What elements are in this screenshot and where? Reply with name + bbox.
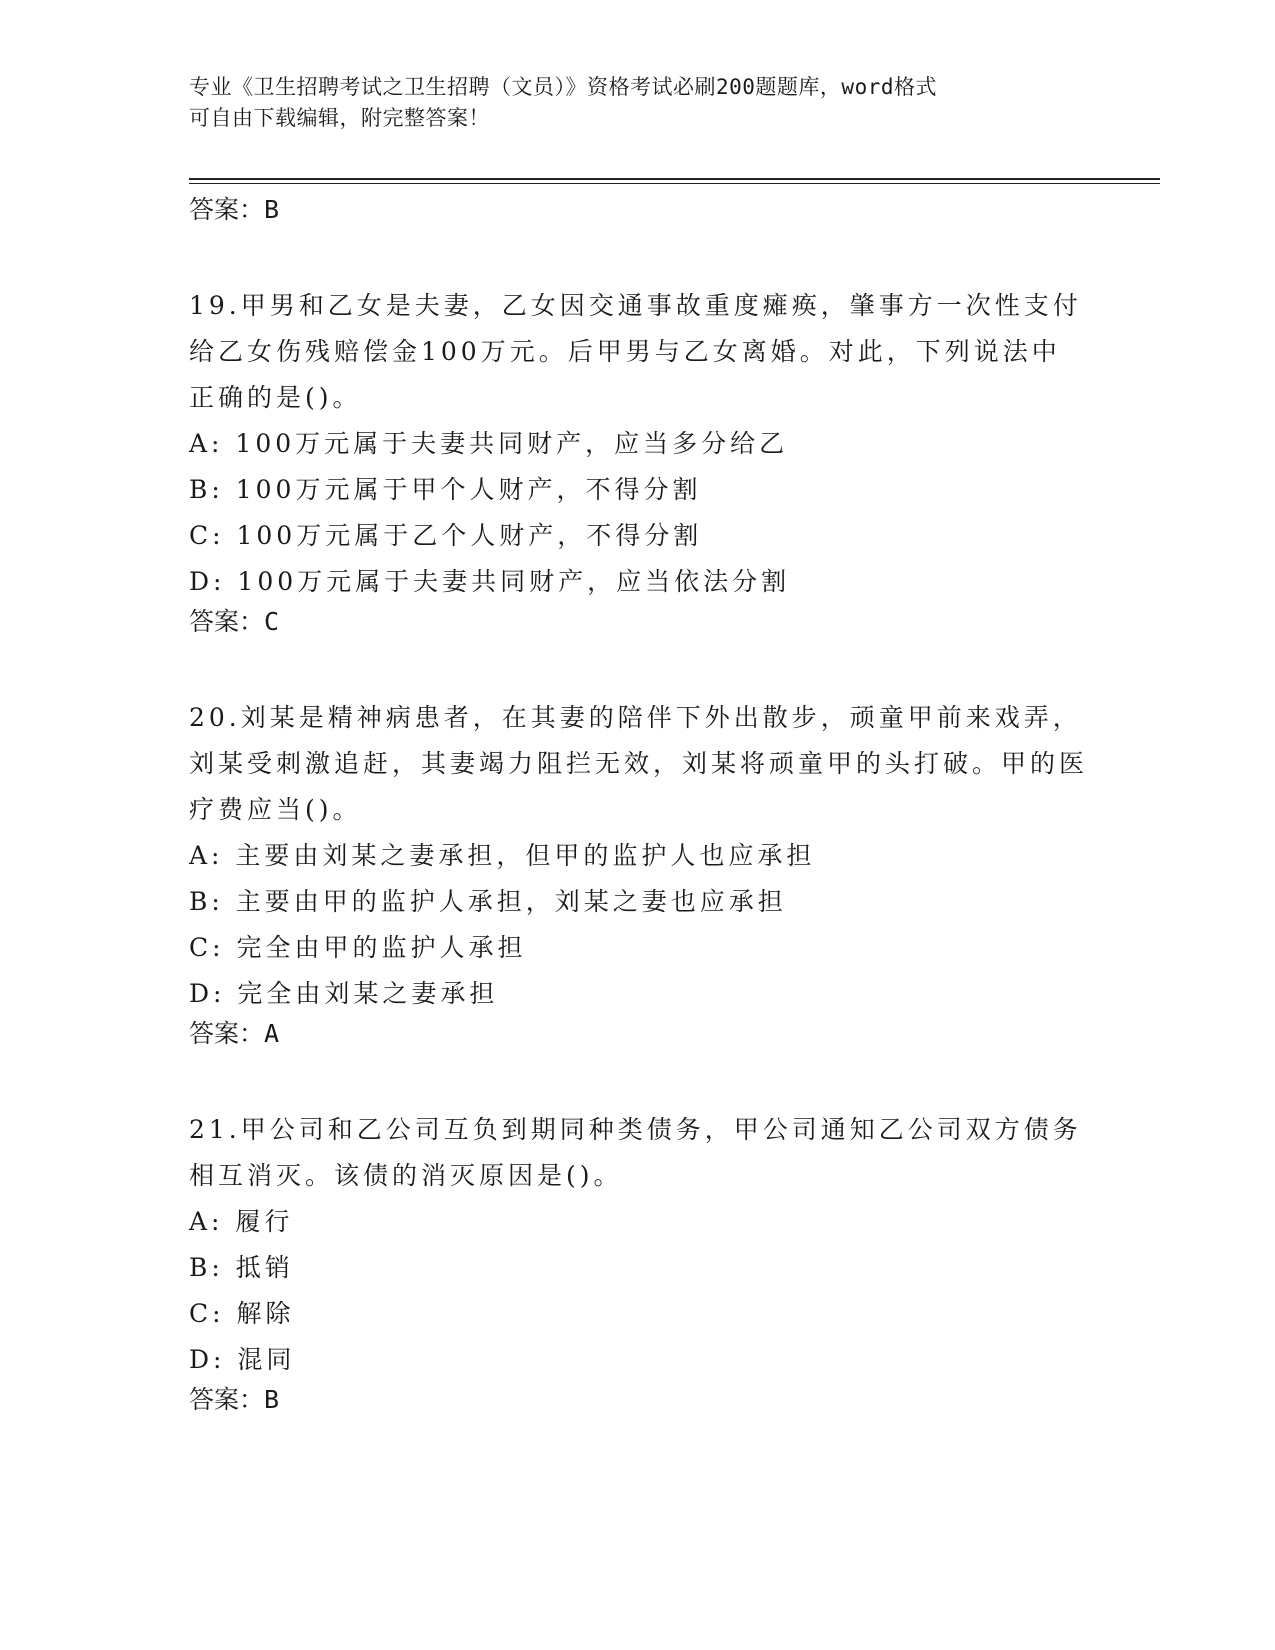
question-stem: 19.甲男和乙女是夫妻，乙女因交通事故重度瘫痪，肇事方一次性支付给乙女伤残赔偿金100万元。后甲男与乙女离婚。对此，下列说法中正确的是()。 bbox=[189, 291, 1082, 412]
question-list bbox=[189, 193, 1089, 1417]
option-a: A: 100万元属于夫妻共同财产，应当多分给乙 bbox=[189, 429, 789, 458]
answer-value: B bbox=[264, 1385, 280, 1414]
question-21 bbox=[189, 1107, 1089, 1417]
option-c: C: 100万元属于乙个人财产，不得分割 bbox=[189, 521, 703, 550]
option-d: D: 混同 bbox=[189, 1345, 296, 1374]
question-20 bbox=[189, 695, 1089, 1051]
answer-value: A bbox=[264, 1019, 280, 1048]
answer-value: C bbox=[264, 607, 280, 636]
header-rule-thin bbox=[189, 183, 1160, 184]
option-b: B: 主要由甲的监护人承担，刘某之妻也应承担 bbox=[189, 887, 787, 916]
option-c: C: 完全由甲的监护人承担 bbox=[189, 933, 527, 962]
option-a: A: 主要由刘某之妻承担，但甲的监护人也应承担 bbox=[189, 841, 816, 870]
header-title-line-2: 可自由下载编辑，附完整答案！ bbox=[189, 106, 490, 130]
question-19 bbox=[189, 283, 1089, 639]
question-stem: 20.刘某是精神病患者，在其妻的陪伴下外出散步，顽童甲前来戏弄，刘某受刺激追赶，其妻竭力阻拦无效，刘某将顽童甲的头打破。甲的医疗费应当()。 bbox=[189, 703, 1089, 824]
answer-label: 答案： bbox=[189, 1385, 265, 1414]
question-answer bbox=[189, 1383, 1089, 1417]
page-header bbox=[189, 72, 1089, 134]
answer-value: B bbox=[264, 195, 280, 224]
question-stem: 21.甲公司和乙公司互负到期同种类债务，甲公司通知乙公司双方债务相互消灭。该债的消灭原因是()。 bbox=[189, 1115, 1082, 1190]
question-answer bbox=[189, 605, 1089, 639]
answer-label: 答案： bbox=[189, 195, 265, 224]
header-title-line-1: 专业《卫生招聘考试之卫生招聘（文员）》资格考试必刷200题题库，word格式 bbox=[189, 75, 937, 99]
header-rule-thick bbox=[189, 178, 1160, 180]
option-b: B: 抵销 bbox=[189, 1253, 294, 1282]
question-answer bbox=[189, 1017, 1089, 1051]
answer-label: 答案： bbox=[189, 1019, 265, 1048]
option-d: D: 完全由刘某之妻承担 bbox=[189, 979, 499, 1008]
option-b: B: 100万元属于甲个人财产，不得分割 bbox=[189, 475, 702, 504]
option-d: D: 100万元属于夫妻共同财产，应当依法分割 bbox=[189, 567, 791, 596]
option-c: C: 解除 bbox=[189, 1299, 295, 1328]
previous-answer bbox=[189, 193, 1089, 227]
option-a: A: 履行 bbox=[189, 1207, 294, 1236]
answer-label: 答案： bbox=[189, 607, 265, 636]
